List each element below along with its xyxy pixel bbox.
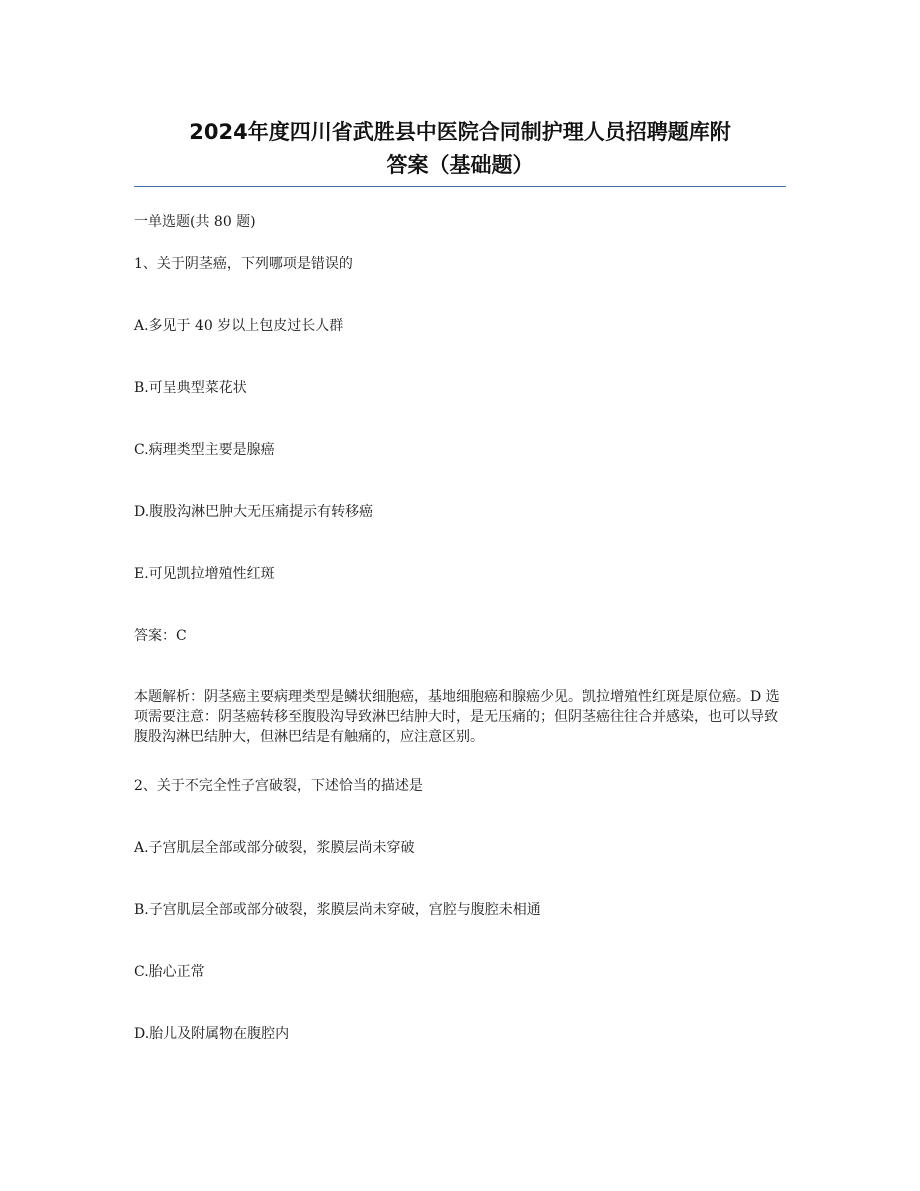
question-1-explanation: 本题解析：阴茎癌主要病理类型是鳞状细胞癌，基地细胞癌和腺癌少见。凯拉增殖性红斑是原位癌。D 选项需要注意：阴茎癌转移至腹股沟导致淋巴结肿大时，是无压痛的；但阴茎癌往往合并感染，也可以导致腹股沟淋巴结肿大，但淋巴结是有触痛的，应注意区别。 [134, 689, 780, 745]
question-1-stem: 1、关于阴茎癌，下列哪项是错误的 [134, 256, 353, 272]
question-2-option-d: D.胎儿及附属物在腹腔内 [134, 1026, 290, 1042]
section-heading: 一单选题(共 80 题) [134, 214, 256, 230]
title-line-1: 2024年度四川省武胜县中医院合同制护理人员招聘题库附 [189, 120, 731, 144]
question-2-stem: 2、关于不完全性子宫破裂，下述恰当的描述是 [134, 778, 423, 794]
title-line-2: 答案（基础题） [386, 153, 534, 177]
question-1-option-c: C.病理类型主要是腺癌 [134, 442, 275, 458]
question-2-option-a: A.子宫肌层全部或部分破裂，浆膜层尚未穿破 [134, 840, 415, 856]
question-2-option-c: C.胎心正常 [134, 964, 205, 980]
question-1-answer: 答案：C [134, 628, 187, 644]
question-1-option-d: D.腹股沟淋巴肿大无压痛提示有转移癌 [134, 504, 374, 520]
question-1-option-b: B.可呈典型菜花状 [134, 380, 247, 396]
document-title [134, 116, 786, 182]
question-1-option-a: A.多见于 40 岁以上包皮过长人群 [134, 318, 344, 334]
question-2-option-b: B.子宫肌层全部或部分破裂，浆膜层尚未穿破，宫腔与腹腔未相通 [134, 902, 541, 918]
title-divider [134, 186, 786, 187]
question-1-option-e: E.可见凯拉增殖性红斑 [134, 566, 275, 582]
